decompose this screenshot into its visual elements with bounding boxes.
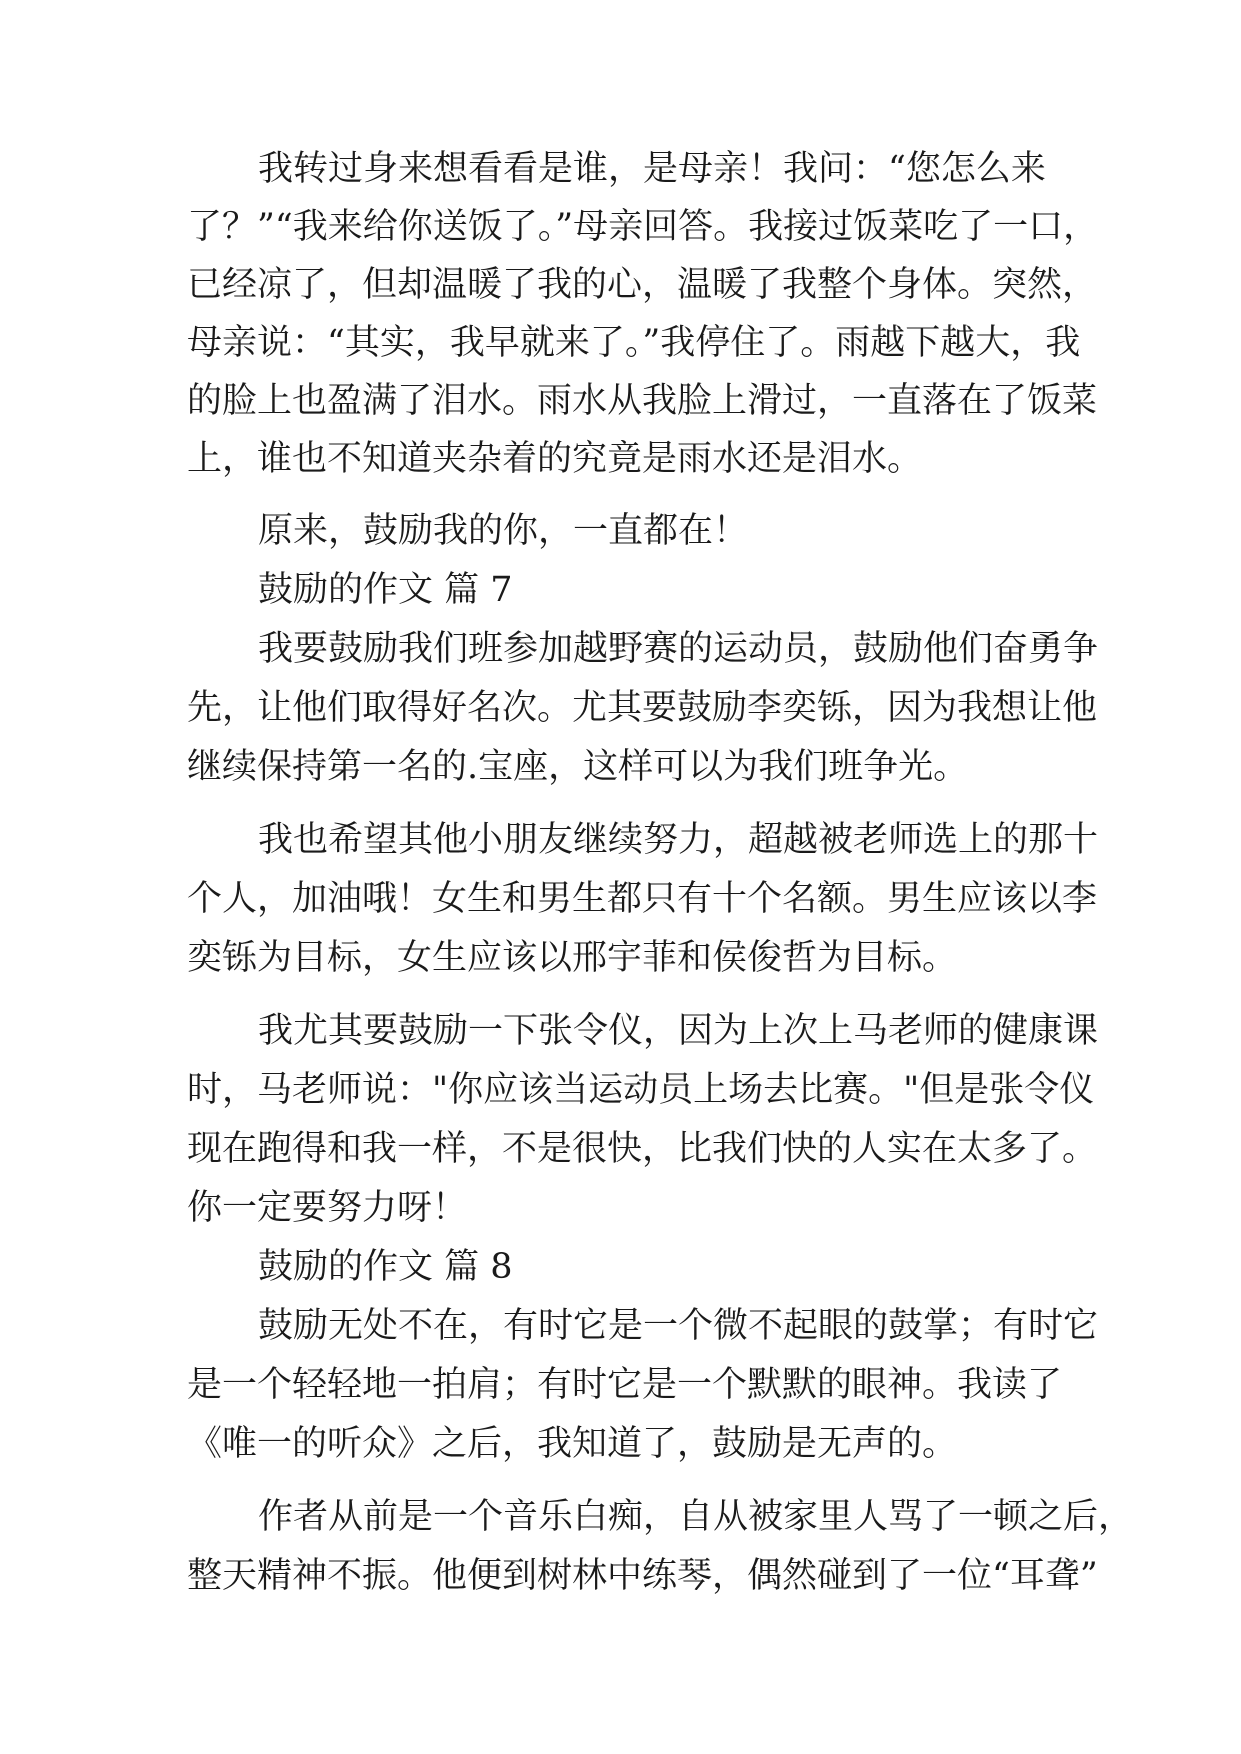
text-line: 现在跑得和我一样，不是很快，比我们快的人实在太多了。 — [187, 1129, 1098, 1169]
text-line: 了？”“我来给你送饭了。”母亲回答。我接过饭菜吃了一口， — [187, 207, 1099, 247]
text-line: 原来，鼓励我的你，一直都在！ — [258, 511, 749, 551]
text-line: 先，让他们取得好名次。尤其要鼓励李奕铄，因为我想让他 — [187, 688, 1098, 728]
text-line: 鼓励无处不在，有时它是一个微不起眼的鼓掌；有时它 — [258, 1306, 1099, 1346]
section-heading: 鼓励的作文 篇 7 — [258, 570, 513, 610]
text-line: 上，谁也不知道夹杂着的究竟是雨水还是泪水。 — [187, 439, 923, 479]
text-line: 已经凉了，但却温暖了我的心，温暖了我整个身体。突然， — [187, 265, 1098, 305]
text-line: 我转过身来想看看是谁，是母亲！我问：“您怎么来 — [258, 149, 1046, 189]
text-line: 整天精神不振。他便到树林中练琴，偶然碰到了一位“耳聋” — [187, 1556, 1098, 1596]
text-line: 我要鼓励我们班参加越野赛的运动员，鼓励他们奋勇争 — [258, 629, 1099, 669]
text-line: 作者从前是一个音乐白痴，自从被家里人骂了一顿之后， — [258, 1497, 1134, 1537]
section-heading: 鼓励的作文 篇 8 — [258, 1247, 513, 1287]
text-line: 我也希望其他小朋友继续努力，超越被老师选上的那十 — [258, 820, 1099, 860]
text-line: 继续保持第一名的.宝座，这样可以为我们班争光。 — [187, 747, 969, 787]
text-line: 奕铄为目标，女生应该以邢宇菲和侯俊哲为目标。 — [187, 938, 958, 978]
text-line: 我尤其要鼓励一下张令仪，因为上次上马老师的健康课 — [258, 1011, 1099, 1051]
text-line: 时，马老师说："你应该当运动员上场去比赛。"但是张令仪 — [187, 1070, 1095, 1110]
text-line: 你一定要努力呀！ — [187, 1188, 468, 1228]
text-line: 母亲说：“其实，我早就来了。”我停住了。雨越下越大，我 — [187, 323, 1081, 363]
text-line: 是一个轻轻地一拍肩；有时它是一个默默的眼神。我读了 — [187, 1365, 1063, 1405]
text-line: 个人，加油哦！女生和男生都只有十个名额。男生应该以李 — [187, 879, 1098, 919]
text-line: 《唯一的听众》之后，我知道了，鼓励是无声的。 — [187, 1424, 958, 1464]
text-line: 的脸上也盈满了泪水。雨水从我脸上滑过，一直落在了饭菜 — [187, 381, 1098, 421]
